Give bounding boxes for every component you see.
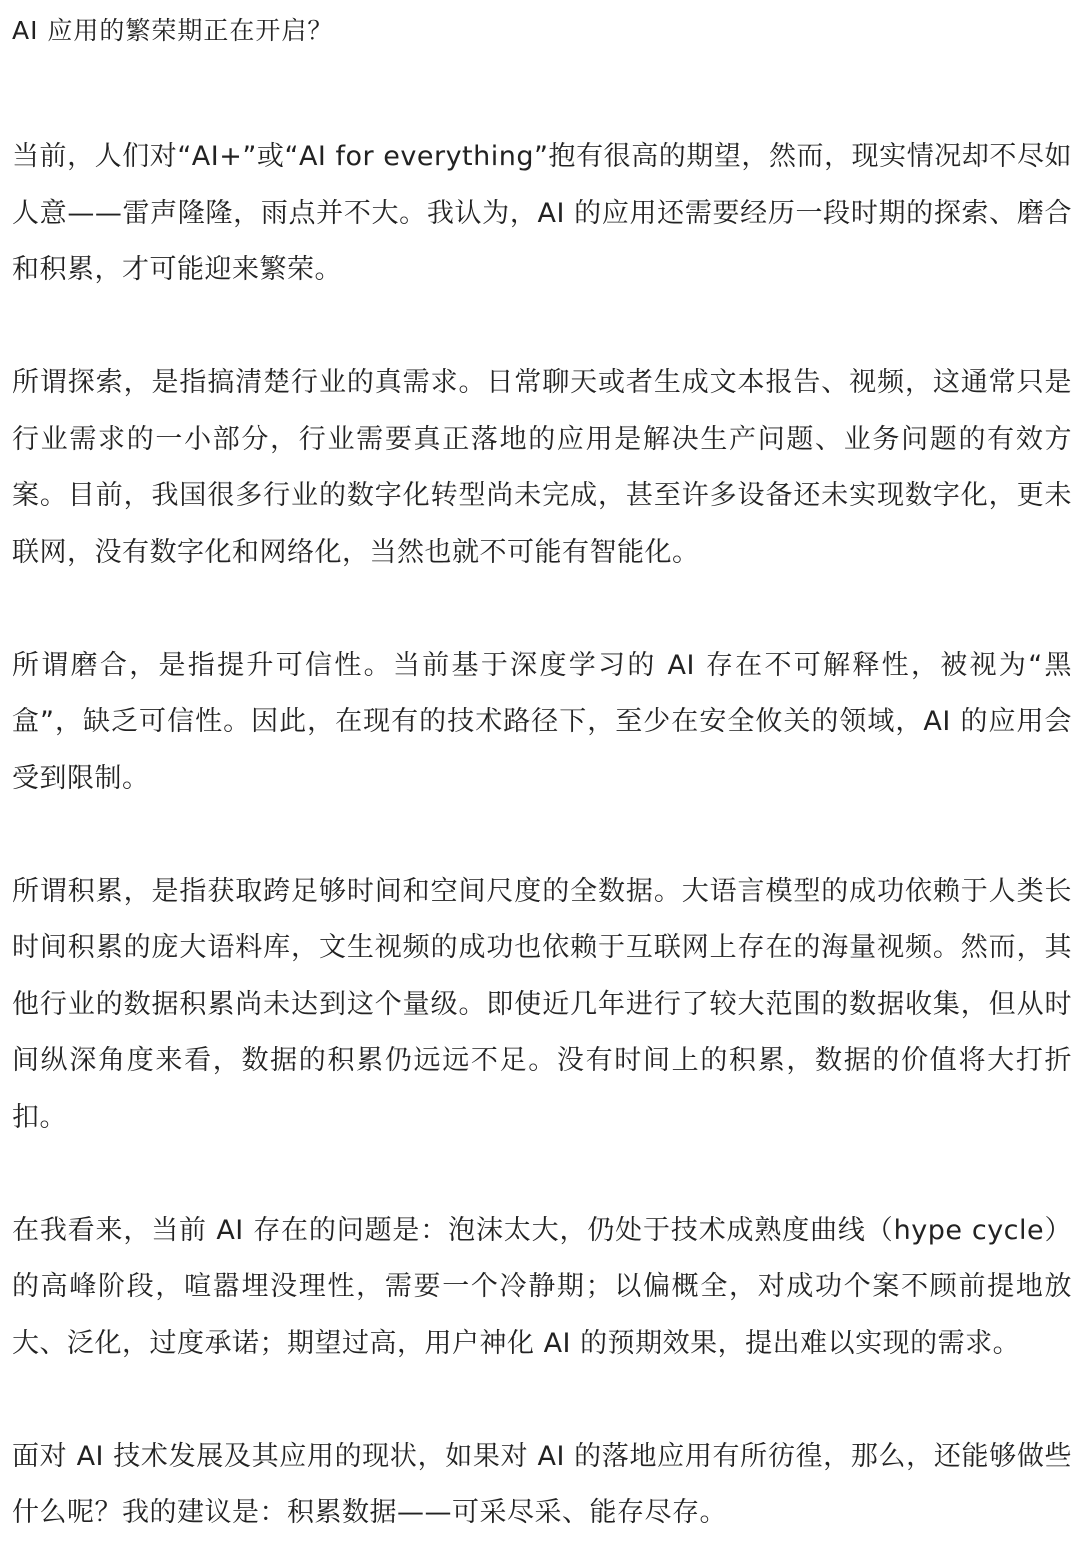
- article-title: AI 应用的繁荣期正在开启？: [12, 16, 334, 45]
- paragraph-problems: 在我看来，当前 AI 存在的问题是：泡沫太大，仍处于技术成熟度曲线（hype cycle）的高峰阶段，喧嚣埋没理性，需要一个冷静期；以偏概全，对成功个案不顾前提地放大、泛化，过度承诺；期望过高，用户神化 AI 的预期效果，提出难以实现的需求。: [12, 1214, 1072, 1359]
- paragraph-suggestion: 面对 AI 技术发展及其应用的现状，如果对 AI 的落地应用有所彷徨，那么，还能够做些什么呢？我的建议是：积累数据——可采尽采、能存尽存。: [12, 1440, 1072, 1528]
- paragraph-intro: 当前，人们对“AI+”或“AI for everything”抱有很高的期望，然而，现实情况却不尽如人意——雷声隆隆，雨点并不大。我认为，AI 的应用还需要经历一段时期的探索、磨合和积累，才可能迎来繁荣。: [12, 141, 1072, 285]
- paragraph-accumulation: 所谓积累，是指获取跨足够时间和空间尺度的全数据。大语言模型的成功依赖于人类长时间积累的庞大语料库，文生视频的成功也依赖于互联网上存在的海量视频。然而，其他行业的数据积累尚未达到这个量级。即使近几年进行了较大范围的数据收集，但从时间纵深角度来看，数据的积累仍远远不足。没有时间上的积累，数据的价值将大打折扣。: [12, 875, 1072, 1133]
- paragraph-adaptation: 所谓磨合，是指提升可信性。当前基于深度学习的 AI 存在不可解释性，被视为“黑盒”，缺乏可信性。因此，在现有的技术路径下，至少在安全攸关的领域，AI 的应用会受到限制。: [12, 649, 1072, 794]
- paragraph-exploration: 所谓探索，是指搞清楚行业的真需求。日常聊天或者生成文本报告、视频，这通常只是行业需求的一小部分，行业需要真正落地的应用是解决生产问题、业务问题的有效方案。目前，我国很多行业的数字化转型尚未完成，甚至许多设备还未实现数字化，更未联网，没有数字化和网络化，当然也就不可能有智能化。: [12, 367, 1072, 568]
- article: [12, 0, 1072, 1542]
